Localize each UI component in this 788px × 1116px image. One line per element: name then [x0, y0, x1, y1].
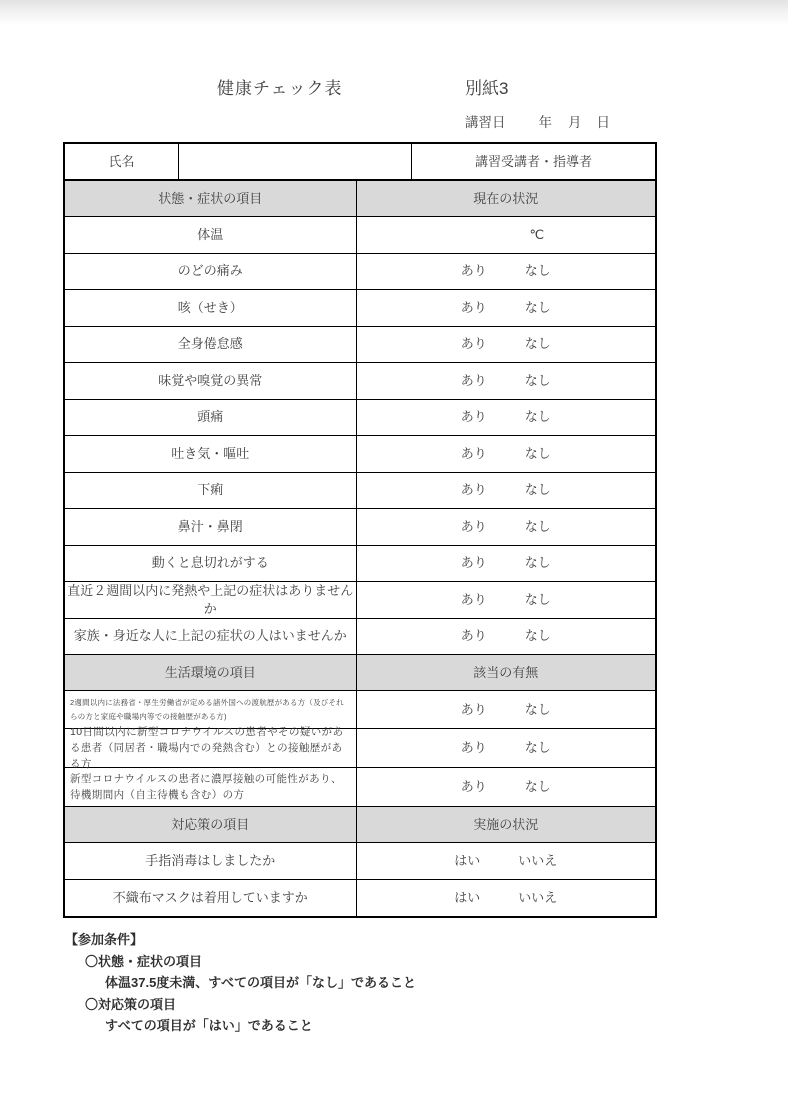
item-response-cell [357, 582, 656, 618]
option-nashi: なし [524, 263, 551, 279]
section-right-header: 現在の状況 [473, 190, 539, 206]
option-ari: あり [460, 409, 487, 425]
item-response-cell [357, 217, 656, 253]
table-row [65, 473, 655, 510]
item-response-cell [357, 546, 656, 582]
item-response-cell [357, 254, 656, 290]
month-label: 月 [568, 115, 582, 130]
response-options [357, 299, 656, 317]
item-label-cell: 鼻汁・鼻閉 [65, 509, 357, 545]
option-ari: あり [460, 518, 487, 534]
response-options [357, 554, 656, 572]
table-row [65, 400, 655, 437]
name-row [65, 144, 655, 181]
conditions-lines [65, 951, 416, 1037]
item-label-cell: 直近２週間以内に発熱や上記の症状はありませんか [65, 582, 357, 618]
response-options [357, 627, 656, 645]
response-options [357, 262, 656, 280]
option-hai: はい [454, 889, 481, 905]
option-nashi: なし [524, 701, 551, 717]
condition-line: 体温37.5度未満、すべての項目が「なし」であること [105, 975, 417, 990]
option-ari: あり [460, 779, 487, 795]
item-label-cell: 味覚や嗅覚の異常 [65, 363, 357, 399]
item-response-cell [357, 473, 656, 509]
table-row [65, 725, 655, 771]
condition-line: すべての項目が「はい」であること [105, 1018, 313, 1033]
item-label-cell: 下痢 [65, 473, 357, 509]
option-nashi: なし [524, 555, 551, 571]
option-ari: あり [460, 740, 487, 756]
item-label-cell: 10日間以内に新型コロナウイルスの患者やその疑いがある患者（同居者・職場内での発熱含む）との接触歴がある方 [65, 729, 357, 767]
item-label-cell: のどの痛み [65, 254, 357, 290]
item-label-cell: 新型コロナウイルスの患者に濃厚接触の可能性があり、待機期間内（自主待機も含む）の方 [65, 768, 357, 806]
response-options [357, 701, 656, 719]
name-input-cell [179, 144, 412, 179]
section-left-header: 対応策の項目 [65, 807, 357, 842]
response-options [357, 481, 656, 499]
attachment-label: 別紙3 [465, 79, 509, 98]
option-nashi: なし [524, 518, 551, 534]
section-header-row [65, 807, 655, 843]
option-ari: あり [460, 299, 487, 315]
table-row [65, 363, 655, 400]
option-nashi: なし [524, 372, 551, 388]
option-iie: いいえ [518, 889, 558, 905]
option-nashi: なし [524, 740, 551, 756]
table-rows [65, 181, 655, 916]
section-right-header: 実施の状況 [473, 816, 539, 832]
condition-line: 〇対応策の項目 [85, 996, 177, 1012]
option-ari: あり [460, 555, 487, 571]
response-options [357, 852, 656, 870]
table-row [65, 254, 655, 291]
option-ari: あり [460, 628, 487, 644]
item-response-cell [357, 691, 656, 728]
table-row [65, 768, 655, 807]
item-label-cell: 頭痛 [65, 400, 357, 436]
item-response-cell [357, 290, 656, 326]
option-ari: あり [460, 263, 487, 279]
item-response-cell [357, 509, 656, 545]
item-label-cell: 手指消毒はしましたか [65, 843, 357, 879]
option-nashi: なし [524, 299, 551, 315]
table-row [65, 880, 655, 917]
section-header-row [65, 655, 655, 691]
option-nashi: なし [524, 445, 551, 461]
table-row [65, 619, 655, 656]
item-response-cell [357, 436, 656, 472]
item-label-cell: 不織布マスクは着用していますか [65, 880, 357, 917]
option-nashi: なし [524, 628, 551, 644]
item-response-cell [357, 729, 656, 767]
section-left-header: 生活環境の項目 [65, 655, 357, 690]
course-date-label: 講習日 [465, 115, 506, 130]
section-right-header: 該当の有無 [473, 664, 539, 680]
table-row [65, 582, 655, 619]
item-label-cell: 吐き気・嘔吐 [65, 436, 357, 472]
name-field-label: 氏名 [65, 144, 179, 179]
item-response-cell [357, 619, 656, 655]
option-ari: あり [460, 701, 487, 717]
option-ari: あり [460, 372, 487, 388]
condition-line: 〇状態・症状の項目 [85, 953, 203, 969]
option-nashi: なし [524, 591, 551, 607]
response-options [357, 518, 656, 536]
option-ari: あり [460, 445, 487, 461]
response-options [357, 408, 656, 426]
option-iie: いいえ [518, 852, 558, 868]
table-row [65, 290, 655, 327]
item-label-cell: 全身倦怠感 [65, 327, 357, 363]
option-hai: はい [454, 852, 481, 868]
response-options [357, 372, 656, 390]
item-response-cell [357, 768, 656, 806]
response-options [357, 445, 656, 463]
response-options [357, 778, 656, 796]
section-left-header: 状態・症状の項目 [65, 181, 357, 216]
option-ari: あり [460, 336, 487, 352]
option-nashi: なし [524, 482, 551, 498]
item-response-cell [357, 327, 656, 363]
item-response-cell [357, 843, 656, 879]
participant-type-label: 講習受講者・指導者 [474, 153, 592, 169]
table-row [65, 843, 655, 880]
item-label-cell: 動くと息切れがする [65, 546, 357, 582]
section-header-row [65, 181, 655, 217]
table-row [65, 436, 655, 473]
item-label-cell: 体温 [65, 217, 357, 253]
table-row [65, 217, 655, 254]
item-label-cell: 咳（せき） [65, 290, 357, 326]
item-label-cell: 家族・身近な人に上記の症状の人はいませんか [65, 619, 357, 655]
option-nashi: なし [524, 336, 551, 352]
table-row [65, 509, 655, 546]
option-ari: あり [460, 591, 487, 607]
participation-conditions [65, 929, 416, 1037]
table-row [65, 546, 655, 583]
response-options [357, 226, 656, 244]
year-label: 年 [538, 115, 552, 130]
celsius-unit-label: ℃ [529, 226, 545, 242]
course-date-line [465, 111, 610, 131]
response-options [357, 591, 656, 609]
option-nashi: なし [524, 779, 551, 795]
conditions-heading: 【参加条件】 [65, 932, 144, 947]
response-options [357, 739, 656, 757]
response-options [357, 889, 656, 907]
response-options [357, 335, 656, 353]
table-row [65, 327, 655, 364]
day-label: 日 [596, 115, 610, 130]
item-label-cell: 2週間以内に法務省・厚生労働省が定める諸外国への渡航歴がある方（及びそれらの方と家庭や職場内等での接触歴がある方) [65, 691, 357, 728]
option-nashi: なし [524, 409, 551, 425]
option-ari: あり [460, 482, 487, 498]
item-response-cell [357, 363, 656, 399]
health-check-table [63, 142, 657, 918]
document-title: 健康チェック表 [217, 79, 343, 98]
item-response-cell [357, 400, 656, 436]
item-response-cell [357, 880, 656, 917]
page-top-shadow [0, 0, 788, 26]
